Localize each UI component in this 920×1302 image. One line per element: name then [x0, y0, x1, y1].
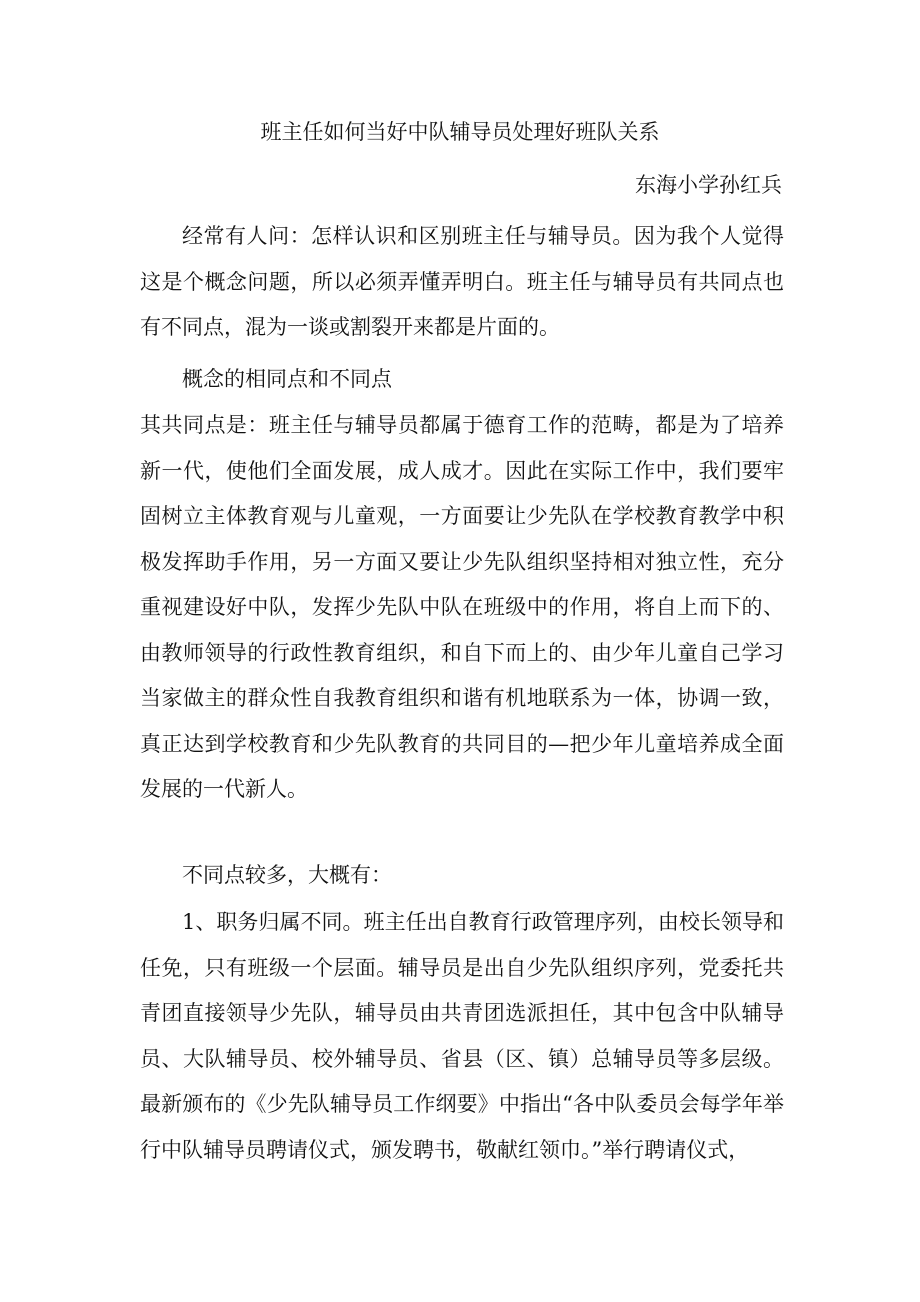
paragraph-differences-intro: 不同点较多，大概有： [182, 863, 392, 887]
document-author: 东海小学孙红兵 [635, 173, 782, 197]
paragraph-difference-1: 1、职务归属不同。班主任出自教育行政管理序列，由校长领导和任免，只有班级一个层面。辅导员是出自少先队组织序列，党委托共青团直接领导少先队，辅导员由共青团选派担任，其中包含中队辅导员、大队辅导员、校外辅导员、省县（区、镇）总辅导员等多层级。最新颁布的《少先队辅导员工作纲要》中指出“各中队委员会每学年举行中队辅导员聘请仪式，颁发聘书，敬献红领巾。”举行聘请仪式， [140, 910, 784, 1162]
paragraph-similarities: 其共同点是：班主任与辅导员都属于德育工作的范畴，都是为了培养新一代，使他们全面发展，成人成才。因此在实际工作中，我们要牢固树立主体教育观与儿童观，一方面要让少先队在学校教育教学中积极发挥助手作用，另一方面又要让少先队组织坚持相对独立性，充分重视建设好中队，发挥少先队中队在班级中的作用，将自上而下的、由教师领导的行政性教育组织，和自下而上的、由少年儿童自己学习当家做主的群众性自我教育组织和谐有机地联系为一体，协调一致，真正达到学校教育和少先队教育的共同目的—把少年儿童培养成全面发展的一代新人。 [140, 413, 784, 801]
paragraph-intro: 经常有人问：怎样认识和区别班主任与辅导员。因为我个人觉得这是个概念问题，所以必须弄懂弄明白。班主任与辅导员有共同点也有不同点，混为一谈或割裂开来都是片面的。 [140, 224, 784, 339]
section-heading: 概念的相同点和不同点 [182, 367, 392, 391]
document-title: 班主任如何当好中队辅导员处理好班队关系 [260, 120, 660, 144]
